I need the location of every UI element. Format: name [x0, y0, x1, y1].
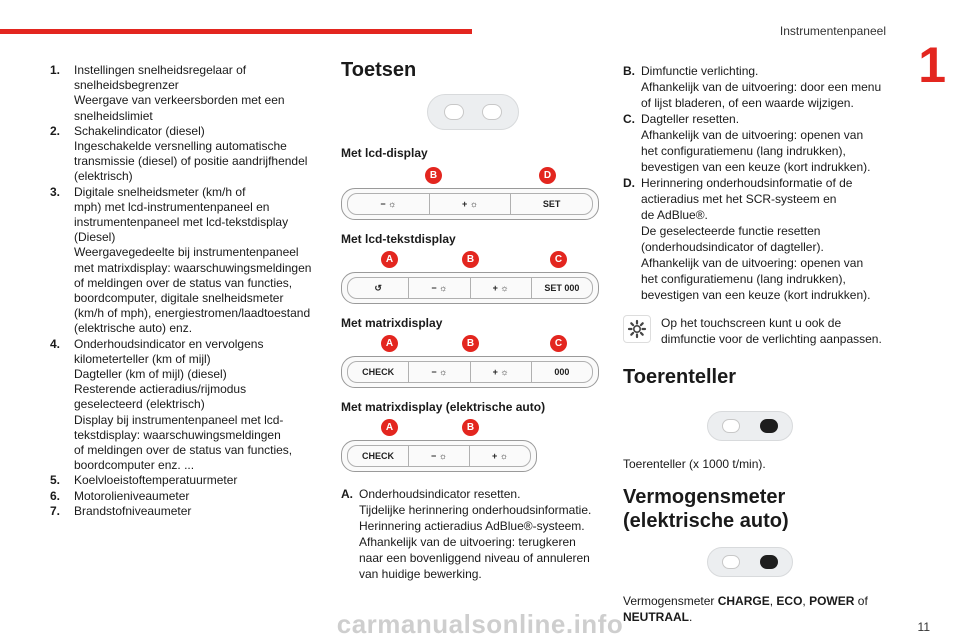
- description-b: B. Dimfunctie verlichting. Afhankelijk van de uitvoering: door een menu of lijst bladeren, of een waarde wijzigen.: [623, 64, 882, 110]
- gear-icon: [623, 315, 651, 343]
- dim-up-button[interactable]: + ☼: [429, 194, 511, 214]
- power-meter-figure: [707, 547, 893, 577]
- description-a: A. Onderhoudsindicator resetten. Tijdelijke herinnering onderhoudsinformatie. Herinnering actieradius AdBlue®-systeem. Afhankelijk van de uitvoering: terugkeren naar een bovenliggend niveau of annuleren van huidige bewerking.: [341, 487, 592, 581]
- tachometer-illustration: [707, 411, 793, 441]
- marker-d: D: [539, 167, 556, 184]
- panel-label: Met matrixdisplay: [341, 316, 443, 330]
- right-button-icon: [482, 104, 502, 120]
- check-button[interactable]: CHECK: [362, 367, 395, 377]
- right-column: [623, 63, 893, 625]
- numbered-legend: [50, 63, 320, 519]
- dim-down-button[interactable]: − ☼: [408, 278, 469, 298]
- set-reset-button[interactable]: SET 000: [531, 278, 592, 298]
- left-button-icon: [722, 419, 740, 433]
- tachometer-figure: [707, 411, 893, 441]
- list-item: 3. Digitale snelheidsmeter (km/h of mph) met lcd-instrumentenpaneel en instrumentenpaneel met lcd-tekstdisplay (Diesel) Weergavegedeelte bij instrumentenpaneel met matrixdisplay: waarschuwingsmeldingen of meldingen over de status van functies, boordcomputer, digitale snelheidsmeter (km/h of mph), energiestromen/laadtoestand (elektrische auto) enz.: [50, 184, 312, 336]
- check-button[interactable]: CHECK: [361, 451, 394, 461]
- power-meter-caption: Vermogensmeter CHARGE, ECO, POWER of NEUTRAAL.: [623, 594, 868, 624]
- left-button-icon: [444, 104, 464, 120]
- dim-down-button[interactable]: − ☼: [408, 446, 469, 466]
- marker-a: A: [381, 335, 398, 352]
- set-button[interactable]: SET: [510, 194, 592, 214]
- list-item: 6. Motorolieniveaumeter: [50, 488, 190, 503]
- description-c: C. Dagteller resetten. Afhankelijk van de uitvoering: openen van het configuratiemenu (lang indrukken), bevestigen van een keuze (kort indrukken).: [623, 112, 871, 174]
- dim-up-button[interactable]: + ☼: [470, 278, 531, 298]
- marker-b: B: [462, 419, 479, 436]
- dim-up-button[interactable]: + ☼: [470, 362, 531, 382]
- panel-lcd-text-display: [341, 254, 606, 304]
- left-button-icon: [722, 555, 740, 569]
- list-item: 1. Instellingen snelheidsregelaar of snelheidsbegrenzer Weergave van verkeersborden met een snelheidslimiet: [50, 63, 285, 123]
- marker-b: B: [462, 335, 479, 352]
- marker-a: A: [381, 251, 398, 268]
- dim-up-button[interactable]: + ☼: [469, 446, 530, 466]
- chapter-number: 1: [918, 37, 946, 93]
- button-cluster-figure: [427, 94, 606, 130]
- button-cluster-illustration: [427, 94, 519, 130]
- buttons-section: [341, 58, 606, 582]
- section-heading-toerenteller: Toerenteller: [623, 366, 736, 388]
- section-heading-vermogensmeter: Vermogensmeter (elektrische auto): [623, 486, 789, 532]
- list-item: 5. Koelvloeistoftemperatuurmeter: [50, 473, 238, 488]
- watermark: carmanualsonline.info: [336, 609, 624, 639]
- list-item: 4. Onderhoudsindicator en vervolgens kilometerteller (km of mijl) Dagteller (km of mijl) (diesel) Resterende actieradius/rijmodus geselecteerd (elektrisch) Display bij instrumentenpaneel met lcd- tekstdisplay: waarschuwingsmeldingen of meldingen over de status van functies, boordcomputer enz. ...: [50, 336, 293, 473]
- marker-b: B: [462, 251, 479, 268]
- right-button-icon: [760, 419, 778, 433]
- marker-b: B: [425, 167, 442, 184]
- power-meter-illustration: [707, 547, 793, 577]
- dim-down-button[interactable]: − ☼: [408, 362, 469, 382]
- marker-c: C: [550, 251, 567, 268]
- panel-label: Met lcd-tekstdisplay: [341, 232, 456, 246]
- chapter-accent-bar: [0, 29, 472, 34]
- list-item: 7. Brandstofniveaumeter: [50, 503, 192, 518]
- section-title: Instrumentenpaneel: [779, 24, 886, 38]
- panel-label: Met lcd-display: [341, 146, 428, 160]
- right-button-icon: [760, 555, 778, 569]
- back-button[interactable]: ↺: [374, 282, 382, 293]
- page-number: 11: [917, 620, 930, 634]
- touchscreen-note: Op het touchscreen kunt u ook de dimfunctie voor de verlichting aanpassen.: [623, 315, 893, 347]
- section-heading-toetsen: Toetsen: [341, 59, 417, 81]
- panel-matrix-display-electric: [341, 422, 606, 472]
- panel-lcd-display: [341, 170, 606, 220]
- list-item: 2. Schakelindicator (diesel) Ingeschakelde versnelling automatische transmissie (diesel) of positie aandrijfhendel (elektrisch): [50, 123, 308, 184]
- marker-a: A: [381, 419, 398, 436]
- trip-reset-button[interactable]: 000: [531, 362, 592, 382]
- panel-matrix-display: [341, 338, 606, 388]
- tachometer-caption: Toerenteller (x 1000 t/min).: [623, 457, 766, 471]
- marker-c: C: [550, 335, 567, 352]
- dim-down-button[interactable]: − ☼: [380, 199, 397, 209]
- description-d: D. Herinnering onderhoudsinformatie of de actieradius met het SCR-systeem en de AdBlue®. De geselecteerde functie resetten (onderhoudsindicator of dagteller). Afhankelijk van de uitvoering: openen van het configuratiemenu (lang indrukken), bevestigen van een keuze (kort indrukken).: [623, 176, 871, 302]
- panel-label: Met matrixdisplay (elektrische auto): [341, 400, 546, 414]
